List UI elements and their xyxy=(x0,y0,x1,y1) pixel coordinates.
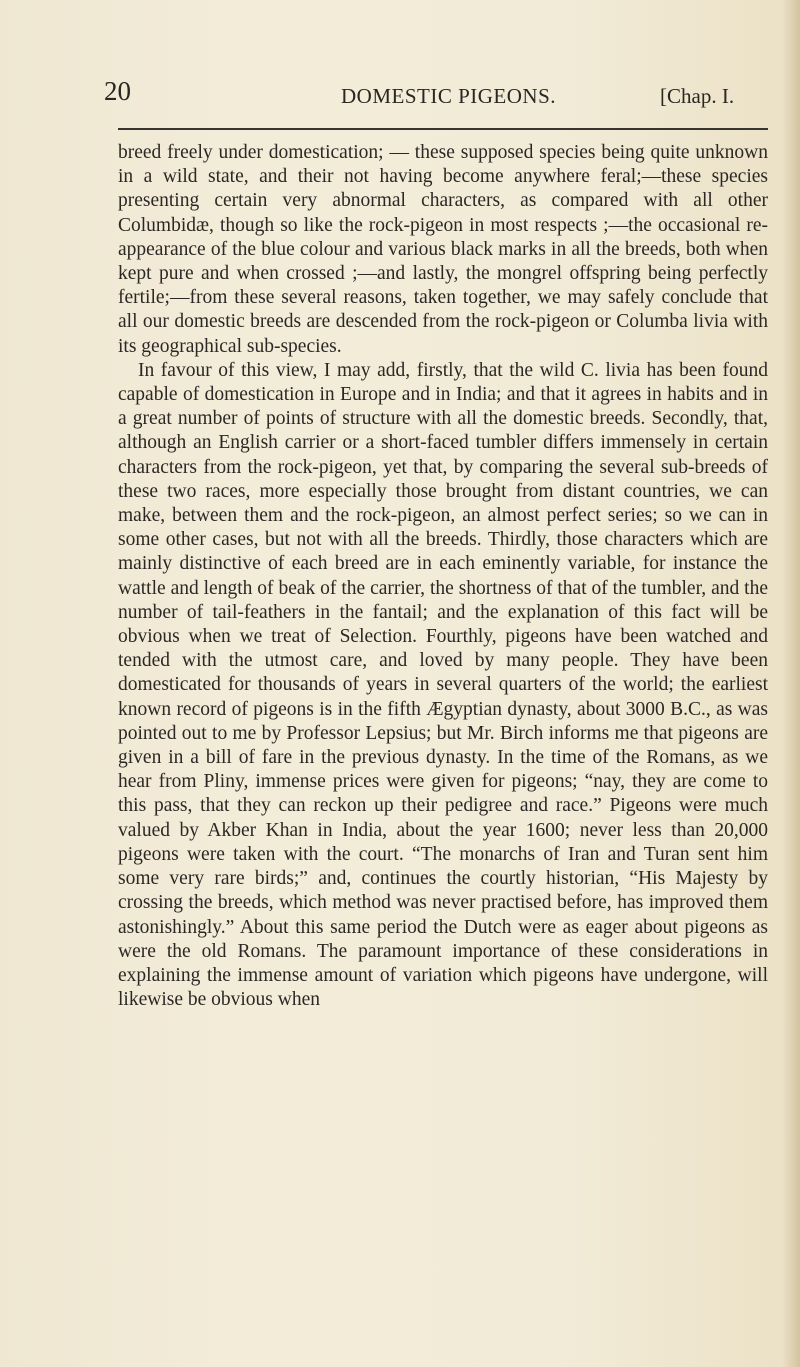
page-header xyxy=(104,76,772,122)
page-number: 20 xyxy=(104,76,131,106)
paragraph: breed freely under domestication; — these supposed species being quite unknown in a wild state, and their not having become anywhere feral;—these species presenting certain very abnormal characters, as compared with all other Columbidæ, though so like the rock-pigeon in most respects ;—the occasional re-appearance of the blue colour and various black marks in all the breeds, both when kept pure and when crossed ;—and lastly, the mongrel offspring being perfectly fertile;—from these several reasons, taken together, we may safely conclude that all our domestic breeds are descended from the rock-pigeon or Columba livia with its geographical sub-species. xyxy=(118,142,768,357)
chapter-reference: [Chap. I. xyxy=(660,84,735,108)
page-edge-shadow xyxy=(782,0,800,1367)
header-rule xyxy=(118,128,768,130)
paragraph: In favour of this view, I may add, firstly, that the wild C. livia has been found capable of domestication in Europe and in India; and that it agrees in habits and in a great number of points of structure with all the domestic breeds. Secondly, that, although an English carrier or a short-faced tumbler differs immensely in certain characters from the rock-pigeon, yet that, by comparing the several sub-breeds of these two races, more especially those brought from distant countries, we can make, between them and the rock-pigeon, an almost perfect series; so we can in some other cases, but not with all the breeds. Thirdly, those characters which are mainly distinctive of each breed are in each eminently variable, for instance the wattle and length of beak of the carrier, the shortness of that of the tumbler, and the number of tail-feathers in the fantail; and the explanation of this fact will be obvious when we treat of Selection. Fourthly, pigeons have been watched and tended with the utmost care, and loved by many people. They have been domesticated for thousands of years in several quarters of the world; the earliest known record of pigeons is in the fifth Ægyptian dynasty, about 3000 B.C., as was pointed out to me by Professor Lepsius; but Mr. Birch informs me that pigeons are given in a bill of fare in the previous dynasty. In the time of the Romans, as we hear from Pliny, immense prices were given for pigeons; “nay, they are come to this pass, that they can reckon up their pedigree and race.” Pigeons were much valued by Akber Khan in India, about the year 1600; never less than 20,000 pigeons were taken with the court. “The monarchs of Iran and Turan sent him some very rare birds;” and, continues the courtly historian, “His Majesty by crossing the breeds, which method was never practised before, has improved them astonishingly.” About this same period the Dutch were as eager about pigeons as were the old Romans. The paramount importance of these considerations in explaining the immense amount of variation which pigeons have undergone, will likewise be obvious when xyxy=(118,359,768,1011)
body-text xyxy=(118,141,768,1012)
running-title: DOMESTIC PIGEONS. xyxy=(341,84,557,108)
